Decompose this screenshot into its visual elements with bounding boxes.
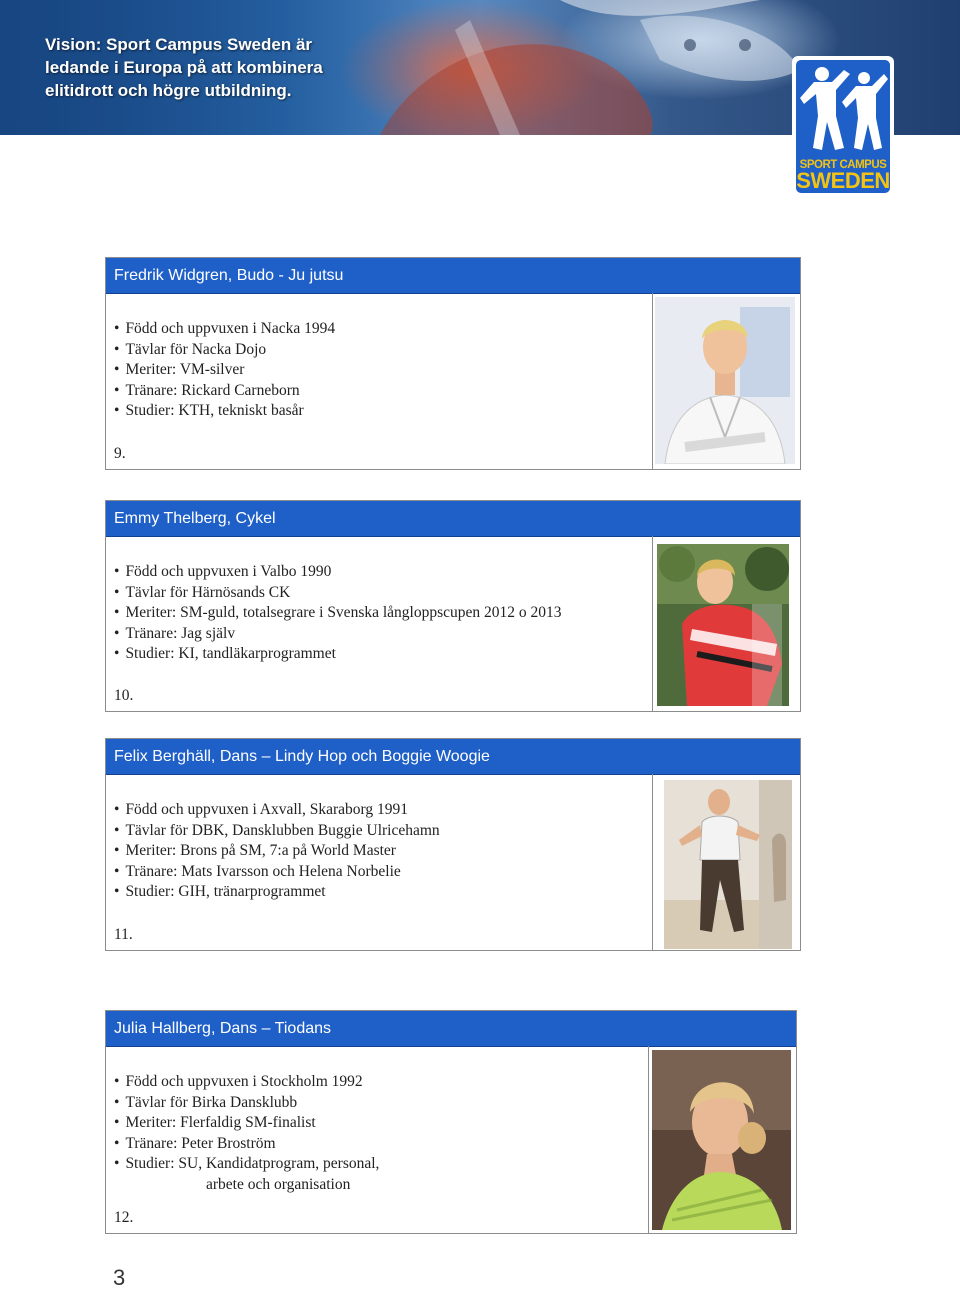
list-item: • Tränare: Mats Ivarsson och Helena Norbelie xyxy=(114,862,440,883)
list-item: • Meriter: Brons på SM, 7:a på World Master xyxy=(114,841,440,862)
list-item-continuation: arbete och organisation xyxy=(206,1175,351,1193)
athlete-number: 11. xyxy=(114,926,133,943)
list-item: • Meriter: Flerfaldig SM-finalist xyxy=(114,1113,379,1134)
sport-campus-sweden-logo xyxy=(792,56,894,197)
athlete-card-title: Emmy Thelberg, Cykel xyxy=(106,501,800,537)
logo-wordmark-line2: SWEDEN xyxy=(796,168,890,193)
athlete-card xyxy=(105,500,801,712)
athlete-number: 9. xyxy=(114,445,126,462)
athlete-card-body xyxy=(106,293,652,469)
list-item: • Studier: KTH, tekniskt basår xyxy=(114,401,335,422)
card-divider xyxy=(652,293,653,469)
banner-line: elitidrott och högre utbildning. xyxy=(45,81,292,100)
athlete-photo xyxy=(652,1050,791,1230)
list-item: • Tävlar för Nacka Dojo xyxy=(114,340,335,361)
athlete-number: 10. xyxy=(114,687,134,704)
list-item: • Tränare: Rickard Carneborn xyxy=(114,381,335,402)
athlete-card-title: Julia Hallberg, Dans – Tiodans xyxy=(106,1011,796,1047)
list-item: • Född och uppvuxen i Stockholm 1992 xyxy=(114,1072,379,1093)
list-item: • Studier: SU, Kandidatprogram, personal, xyxy=(114,1154,379,1175)
card-divider xyxy=(652,536,653,711)
athlete-photo xyxy=(655,297,795,464)
athlete-card-title: Fredrik Widgren, Budo - Ju jutsu xyxy=(106,258,800,294)
athlete-card xyxy=(105,257,801,470)
banner-line: ledande i Europa på att kombinera xyxy=(45,58,323,77)
athlete-facts-list xyxy=(114,800,440,903)
logo-wordmark-line1: SPORT CAMPUS xyxy=(799,159,887,171)
athlete-card-body xyxy=(106,1046,648,1233)
athlete-photo xyxy=(657,544,789,706)
banner-line: Vision: Sport Campus Sweden är xyxy=(45,35,313,54)
athlete-number: 12. xyxy=(114,1209,134,1226)
list-item: • Tävlar för Birka Dansklubb xyxy=(114,1093,379,1114)
list-item: • Meriter: VM-silver xyxy=(114,360,335,381)
list-item: • Född och uppvuxen i Nacka 1994 xyxy=(114,319,335,340)
list-item: • Tränare: Jag själv xyxy=(114,624,562,645)
list-item: • Meriter: SM-guld, totalsegrare i Svenska långloppscupen 2012 o 2013 xyxy=(114,603,562,624)
card-divider xyxy=(652,774,653,950)
page-number: 3 xyxy=(113,1265,126,1290)
athlete-photo xyxy=(664,780,792,949)
list-item: • Studier: GIH, tränarprogrammet xyxy=(114,882,440,903)
athlete-facts-list xyxy=(114,319,335,422)
athlete-card-body xyxy=(106,536,652,711)
list-item: • Tävlar för DBK, Dansklubben Buggie Ulricehamn xyxy=(114,821,440,842)
athlete-card-body xyxy=(106,774,652,950)
athlete-facts-list xyxy=(114,1072,379,1195)
athlete-card xyxy=(105,1010,797,1234)
athlete-card-title: Felix Berghäll, Dans – Lindy Hop och Boggie Woogie xyxy=(106,739,800,775)
list-item: • Tränare: Peter Broström xyxy=(114,1134,379,1155)
list-item: • Född och uppvuxen i Axvall, Skaraborg 1991 xyxy=(114,800,440,821)
card-divider xyxy=(648,1046,649,1233)
list-item: • Född och uppvuxen i Valbo 1990 xyxy=(114,562,562,583)
list-item: • Studier: KI, tandläkarprogrammet xyxy=(114,644,562,665)
athlete-card xyxy=(105,738,801,951)
list-item: • Tävlar för Härnösands CK xyxy=(114,583,562,604)
banner-vision-statement xyxy=(45,33,375,102)
athlete-facts-list xyxy=(114,562,562,665)
